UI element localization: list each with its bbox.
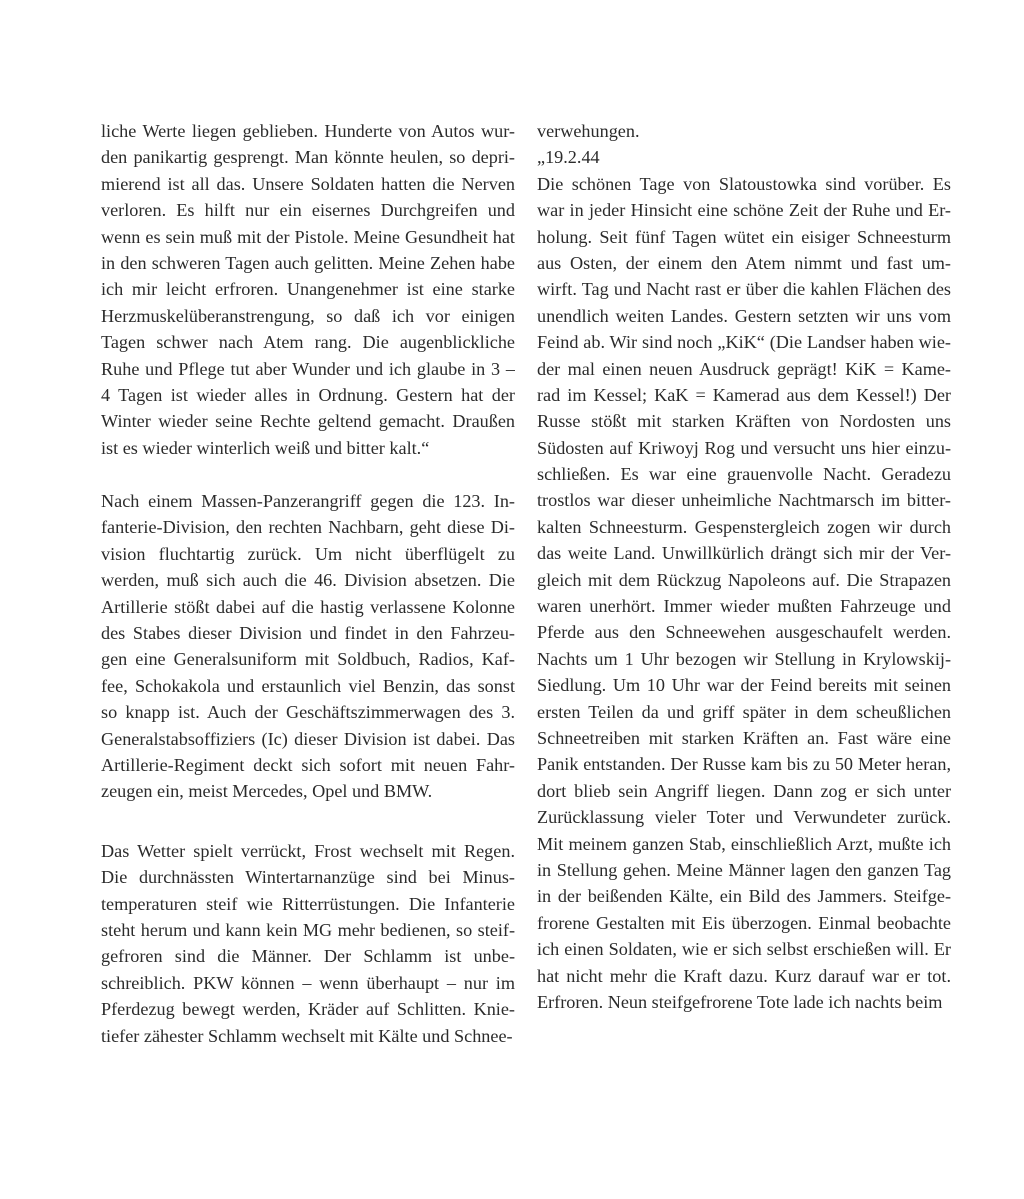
- text-line: gen eine Generalsuniform mit Soldbuch, Radios, Kaf-: [101, 649, 515, 670]
- text-line: ist es wieder winterlich weiß und bitter kalt.“: [101, 437, 430, 458]
- text-line: liche Werte liegen geblieben. Hunderte von Autos wur-: [101, 121, 515, 141]
- text-line: werden, muß sich auch die 46. Division absetzen. Die: [101, 570, 515, 591]
- text-line: fee, Schokakola und erstaunlich viel Benzin, das sonst: [101, 675, 515, 696]
- text-line: Nach einem Massen-Panzerangriff gegen die 123. In-: [101, 491, 515, 512]
- paragraph-diary-19-2-44: [537, 118, 951, 1015]
- text-line: so knapp ist. Auch der Geschäftszimmerwagen des 3.: [101, 702, 515, 723]
- text-line: Artillerie stößt dabei auf die hastig verlassene Kolonne: [101, 596, 515, 617]
- right-text-column: [537, 118, 951, 1015]
- text-line: in den schweren Tagen auch gelitten. Meine Zehen habe: [101, 252, 515, 273]
- text-line: gefroren sind die Männer. Der Schlamm ist unbe-: [101, 946, 515, 967]
- text-line: ich mir leicht erfroren. Unangenehmer ist eine starke: [101, 279, 515, 300]
- text-line: Herzmuskelüberanstrengung, so daß ich vor einigen: [101, 305, 515, 326]
- text-line: verloren. Es hilft nur ein eisernes Durchgreifen und: [101, 200, 515, 221]
- text-line: schreiblich. PKW können – wenn überhaupt – nur im: [101, 972, 515, 993]
- text-line: 4 Tagen ist wieder alles in Ordnung. Gestern hat der: [101, 384, 515, 405]
- paragraph-weather-mud: [101, 838, 515, 1049]
- text-line: des Stabes dieser Division und findet in den Fahrzeu-: [101, 623, 515, 644]
- text-line: Panik entstanden. Der Russe kam bis zu 50 Meter heran,: [537, 754, 951, 775]
- text-line: wenn es sein muß mit der Pistole. Meine Gesundheit hat: [101, 226, 515, 247]
- text-line: mierend ist all das. Unsere Soldaten hatten die Nerven: [101, 173, 515, 194]
- text-line: Pferdezug bewegt werden, Kräder auf Schlitten. Knie-: [101, 999, 515, 1020]
- text-line: Das Wetter spielt verrückt, Frost wechselt mit Regen.: [101, 840, 515, 861]
- text-line: holung. Seit fünf Tagen wütet ein eisiger Schneesturm: [537, 226, 951, 247]
- text-line: in Stellung gehen. Meine Männer lagen den ganzen Tag: [537, 859, 951, 880]
- text-line: Südosten auf Kriwoyj Rog und versucht uns hier einzu-: [537, 437, 951, 458]
- text-line: Generalstabsoffiziers (Ic) dieser Division ist dabei. Das: [101, 728, 515, 749]
- text-line: fanterie-Division, den rechten Nachbarn, geht diese Di-: [101, 517, 515, 538]
- text-line: schließen. Es war eine grauenvolle Nacht. Geradezu: [537, 464, 951, 485]
- text-line: frorene Gestalten mit Eis überzogen. Einmal beobachte: [537, 912, 951, 933]
- text-line: tiefer zähester Schlamm wechselt mit Kälte und Schnee-: [101, 1025, 513, 1046]
- text-line: in der beißenden Kälte, ein Bild des Jammers. Steifge-: [537, 886, 951, 907]
- text-line: Ruhe und Pflege tut aber Wunder und ich glaube in 3 –: [101, 358, 515, 379]
- left-text-column: [101, 118, 515, 1049]
- text-line: Tagen schwer nach Atem rang. Die augenblickliche: [101, 332, 515, 353]
- text-line: Russe stößt mit starken Kräften von Nordosten uns: [537, 411, 951, 432]
- text-line: dort blieb sein Angriff liegen. Dann zog er sich unter: [537, 780, 951, 801]
- text-line: verwehungen.: [537, 121, 640, 141]
- text-line: rad im Kessel; KaK = Kamerad aus dem Kessel!) Der: [537, 384, 951, 405]
- text-line: der mal einen neuen Ausdruck geprägt! KiK = Kame-: [537, 358, 951, 379]
- text-line: trostlos war dieser unheimliche Nachtmarsch im bitter-: [537, 490, 951, 511]
- text-line: „19.2.44: [537, 147, 600, 168]
- text-line: temperaturen steif wie Ritterrüstungen. Die Infanterie: [101, 893, 515, 914]
- text-line: Mit meinem ganzen Stab, einschließlich Arzt, mußte ich: [537, 833, 951, 854]
- text-line: vision fluchtartig zurück. Um nicht überflügelt zu: [101, 543, 515, 564]
- text-line: steht herum und kann kein MG mehr bedienen, so steif-: [101, 919, 515, 940]
- text-line: Nachts um 1 Uhr bezogen wir Stellung in Krylowskij-: [537, 648, 951, 669]
- text-line: zeugen ein, meist Mercedes, Opel und BMW.: [101, 781, 433, 802]
- text-line: das weite Land. Unwillkürlich drängt sich mir der Ver-: [537, 543, 951, 564]
- text-line: Zurücklassung vieler Toter und Verwundeter zurück.: [537, 807, 951, 828]
- paragraph-division-retreat: [101, 488, 515, 805]
- text-line: war in jeder Hinsicht eine schöne Zeit der Ruhe und Er-: [537, 200, 951, 221]
- text-line: Winter wieder seine Rechte geltend gemacht. Draußen: [101, 411, 515, 432]
- text-line: Die durchnässten Wintertarnanzüge sind bei Minus-: [101, 867, 515, 888]
- text-line: kalten Schneesturm. Gespenstergleich zogen wir durch: [537, 516, 951, 537]
- text-line: gleich mit dem Rückzug Napoleons auf. Die Strapazen: [537, 569, 951, 590]
- text-line: Schneetreiben mit starken Kräften an. Fast wäre eine: [537, 727, 951, 748]
- text-line: aus Osten, der einem den Atem nimmt und fast um-: [537, 252, 951, 273]
- paragraph-frostbite-report: [101, 118, 515, 461]
- text-line: Die schönen Tage von Slatoustowka sind vorüber. Es: [537, 173, 951, 194]
- text-line: Feind ab. Wir sind noch „KiK“ (Die Landser haben wie-: [537, 332, 951, 353]
- text-line: unendlich weiten Landes. Gestern setzten wir uns vom: [537, 305, 951, 326]
- text-line: Siedlung. Um 10 Uhr war der Feind bereits mit seinen: [537, 675, 951, 696]
- text-line: waren unerhört. Immer wieder mußten Fahrzeuge und: [537, 596, 951, 617]
- text-line: hat nicht mehr die Kraft dazu. Kurz darauf war er tot.: [537, 965, 951, 986]
- text-line: Pferde aus den Schneewehen ausgeschaufelt werden.: [537, 622, 951, 643]
- text-line: ich einen Soldaten, wie er sich selbst erschießen will. Er: [537, 939, 951, 960]
- text-line: wirft. Tag und Nacht rast er über die kahlen Flächen des: [537, 279, 951, 300]
- text-line: den panikartig gesprengt. Man könnte heulen, so depri-: [101, 147, 515, 168]
- text-line: ersten Teilen da und griff später in dem scheußlichen: [537, 701, 951, 722]
- text-line: Erfroren. Neun steifgefrorene Tote lade ich nachts beim: [537, 991, 943, 1012]
- text-line: Artillerie-Regiment deckt sich sofort mit neuen Fahr-: [101, 754, 515, 775]
